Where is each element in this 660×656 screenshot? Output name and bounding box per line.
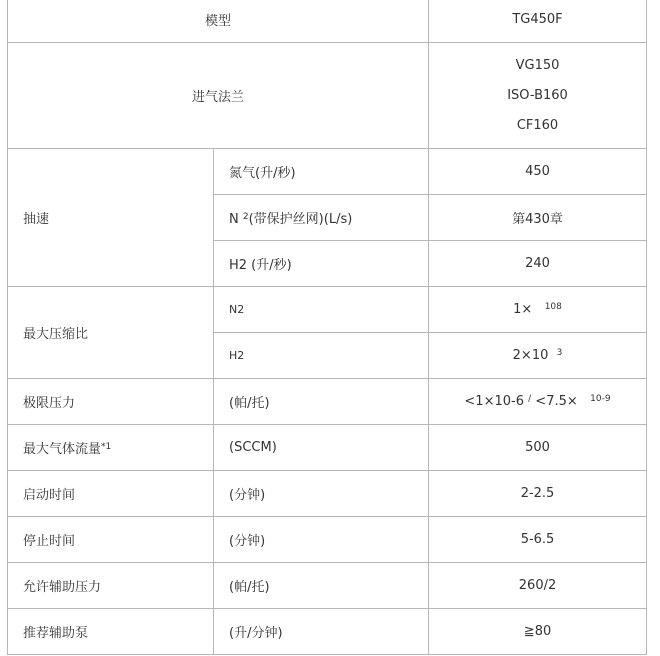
row-start-time xyxy=(8,471,647,517)
flange-label: 进气法兰 xyxy=(8,43,429,149)
gasflow-label xyxy=(8,425,214,471)
row-gasflow xyxy=(8,425,647,471)
speed-value-h2: 240 xyxy=(429,241,647,287)
row-compression-n2 xyxy=(8,287,647,333)
flange-value: ISO-B160 xyxy=(507,87,568,103)
speed-unit-h2: H2 (升/秒) xyxy=(214,241,429,287)
backing-value: 260/2 xyxy=(429,563,647,609)
start-unit: (分钟) xyxy=(214,471,429,517)
stop-label: 停止时间 xyxy=(8,517,214,563)
compression-unit-n2: N2 xyxy=(214,287,429,333)
value-text: <7.5× xyxy=(535,394,578,409)
pump-label: 推荐辅助泵 xyxy=(8,609,214,655)
stop-value: 5-6.5 xyxy=(429,517,647,563)
value-sup: / xyxy=(528,394,532,404)
compression-value-n2 xyxy=(429,287,647,333)
value-text: <1×10-6 xyxy=(464,394,524,409)
value-sup: 108 xyxy=(544,302,562,312)
ultimate-value xyxy=(429,379,647,425)
value-sup: 3 xyxy=(556,348,563,358)
speed-unit-n2: 氮气(升/秒) xyxy=(214,149,429,195)
speed-unit-n2-mesh xyxy=(214,195,429,241)
speed-label: 抽速 xyxy=(8,149,214,287)
compression-value-h2 xyxy=(429,333,647,379)
flange-value: VG150 xyxy=(515,57,560,73)
value-text: 2×10 xyxy=(512,348,549,363)
value-text: 1× xyxy=(513,302,533,317)
unit-text: N xyxy=(229,212,239,227)
start-value: 2-2.5 xyxy=(429,471,647,517)
row-stop-time xyxy=(8,517,647,563)
compression-label: 最大压缩比 xyxy=(8,287,214,379)
pump-value: ≧80 xyxy=(429,609,647,655)
stop-unit: (分钟) xyxy=(214,517,429,563)
unit-sup: 2 xyxy=(242,212,249,222)
pump-unit: (升/分钟) xyxy=(214,609,429,655)
backing-unit: (帕/托) xyxy=(214,563,429,609)
gasflow-value: 500 xyxy=(429,425,647,471)
speed-value-n2: 450 xyxy=(429,149,647,195)
model-value: TG450F xyxy=(429,0,647,43)
start-label: 启动时间 xyxy=(8,471,214,517)
row-speed-n2 xyxy=(8,149,647,195)
row-backing-pressure xyxy=(8,563,647,609)
gasflow-unit: (SCCM) xyxy=(214,425,429,471)
value-sup: 10-9 xyxy=(590,394,611,404)
spec-table xyxy=(7,0,647,655)
unit-text: (带保护丝网)(L/s) xyxy=(248,212,353,227)
model-label: 模型 xyxy=(8,0,429,43)
backing-label: 允许辅助压力 xyxy=(8,563,214,609)
row-flange xyxy=(8,43,647,149)
ultimate-label: 极限压力 xyxy=(8,379,214,425)
row-backing-pump xyxy=(8,609,647,655)
speed-value-n2-mesh: 第430章 xyxy=(429,195,647,241)
row-model xyxy=(8,0,647,43)
flange-value: CF160 xyxy=(516,117,559,133)
ultimate-unit: (帕/托) xyxy=(214,379,429,425)
footnote-mark: *1 xyxy=(101,442,112,452)
compression-unit-h2: H2 xyxy=(214,333,429,379)
label-text: 最大气体流量 xyxy=(23,442,102,457)
flange-values xyxy=(429,43,647,149)
row-ultimate xyxy=(8,379,647,425)
